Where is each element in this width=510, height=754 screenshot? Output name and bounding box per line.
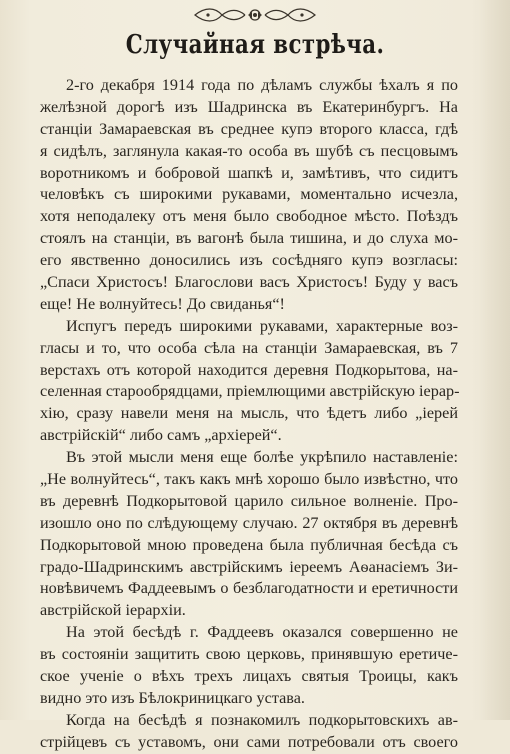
text-line: Испугъ передъ широкими рукавами, характерные воз-: [66, 316, 458, 335]
text-line: стоялъ на станціи, въ вагонѣ была тишина, и до слуха мо-: [40, 229, 458, 248]
article-body: [40, 75, 458, 754]
text-line: Подкорытовой мною проведена была публичная бесѣда съ: [40, 535, 458, 554]
text-line: На этой бесѣдѣ г. Фаддеевъ оказался совершенно не: [66, 623, 458, 642]
text-line: хію, сразу навели меня на мысль, что ѣдетъ либо „іерей: [40, 404, 458, 423]
text-line: новѣвичемъ Фаддеевымъ о безблагодатности и еретичности: [40, 579, 458, 598]
text-line: еще! Не волнуйтесь! До свиданья“!: [40, 294, 285, 313]
text-line: австрійской іерархіи.: [40, 601, 186, 620]
text-line: гласы и то, что особа сѣла на станціи Замараевская, въ 7: [40, 338, 458, 357]
text-line: „Не волнуйтесь“, такъ какъ мнѣ хорошо было извѣстно, что: [40, 470, 458, 489]
text-line: его явственно доносились изъ сосѣдняго купэ возгласы:: [40, 251, 458, 270]
text-line: хотя неподалеку отъ меня было свободное мѣсто. Поѣздъ: [40, 207, 458, 226]
text-line: ское ученіе о вѣхъ трехъ лицахъ святыя Троицы, какъ: [40, 667, 458, 686]
text-line: Въ этой мысли меня еще болѣе укрѣпило наставленіе:: [66, 448, 458, 467]
text-line: станціи Замараевская въ среднее купэ второго класса, гдѣ: [40, 119, 458, 138]
text-line: градо-Шадринскимъ австрійскимъ іереемъ Аѳанасіемъ Зи-: [40, 557, 458, 576]
text-line: стрійцевъ съ уставомъ, они сами потребовали отъ своего: [40, 732, 458, 751]
text-line: Когда на бесѣдѣ я познакомилъ подкорытовскихъ ав-: [66, 710, 458, 729]
text-line: желѣзной дорогѣ изъ Шадринска въ Екатеринбургъ. На: [40, 97, 458, 116]
text-line: воротникомъ и бобровой шапкѣ и, замѣтивъ, что сидитъ: [40, 163, 458, 182]
text-line: изошло оно по слѣдующему случаю. 27 октября въ деревнѣ: [40, 513, 458, 532]
page-edge-shadow: [470, 0, 510, 720]
text-line: верстахъ отъ которой находится деревня Подкорытова, на-: [40, 360, 458, 379]
text-line: въ состояніи защитить свою церковь, принявшую еретиче-: [40, 645, 458, 664]
text-line: австрійскій“ либо самъ „архіерей“.: [40, 426, 282, 445]
article-title: Случайная встрѣча.: [125, 30, 385, 60]
text-line: 2-го декабря 1914 года по дѣламъ службы ѣхалъ я по: [66, 76, 458, 94]
text-line: я сидѣлъ, заглянула какая-то особа въ шубѣ съ песцовымъ: [40, 141, 458, 160]
text-line: человѣкъ съ широкими рукавами, моментально исчезла,: [40, 185, 458, 204]
decorative-ornament-icon: [190, 4, 320, 26]
text-line: видно это изъ Бѣлокриницкаго устава.: [40, 688, 305, 707]
text-line: селенная старообрядцами, пріемлющими австрійскую іерар-: [40, 382, 460, 401]
text-line: „Спаси Христосъ! Благослови васъ Христосъ! Буду у васъ: [40, 273, 458, 292]
text-line: въ деревнѣ Подкорытовой царило сильное волненіе. Про-: [40, 491, 458, 510]
